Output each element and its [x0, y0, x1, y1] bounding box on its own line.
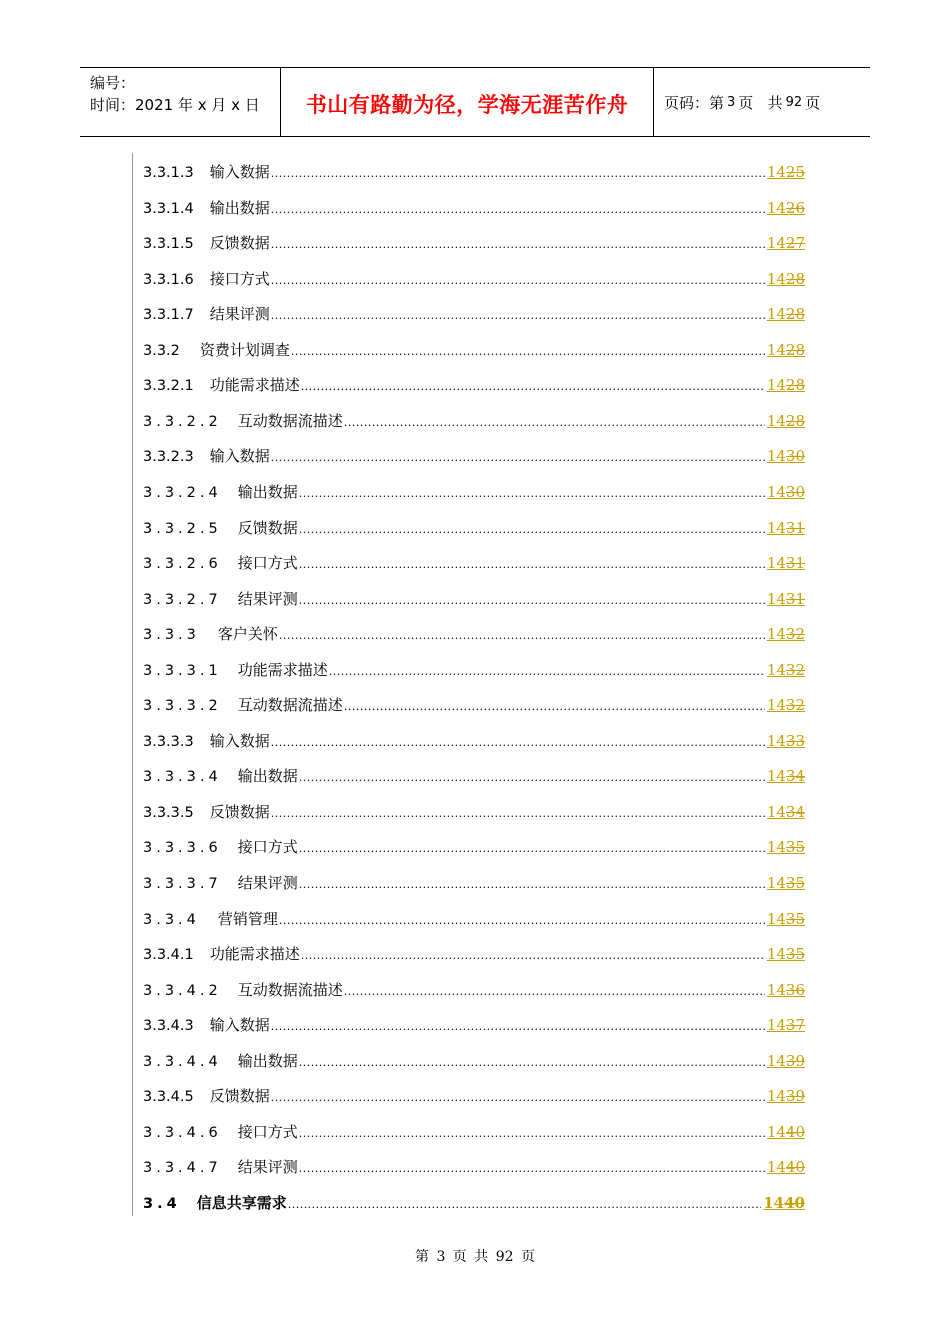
toc-page-old: 28 — [785, 411, 805, 430]
toc-entry-title: 营销管理 — [217, 909, 278, 928]
toc-page-old: 28 — [785, 305, 805, 324]
toc-entry-title: 反馈数据 — [209, 234, 270, 253]
toc-page-new: 14 — [766, 980, 786, 999]
toc-page-old: 33 — [785, 731, 805, 750]
toc-entry-title: 输出数据 — [237, 767, 298, 786]
toc-entry-page-link[interactable] — [767, 234, 805, 252]
doc-date: 时间：2021 年 x 月 x 日 — [90, 96, 260, 114]
toc-page-new: 14 — [766, 376, 786, 395]
toc-entry[interactable] — [143, 197, 805, 221]
toc-entry-page-link[interactable] — [767, 163, 805, 181]
toc-entry-number: 3.3.4 — [143, 911, 200, 928]
toc-entry-title: 客户关怀 — [217, 625, 278, 644]
toc-page-old: 40 — [785, 1122, 805, 1141]
toc-page-old: 32 — [785, 660, 805, 679]
toc-entry-page-link[interactable] — [767, 910, 805, 928]
toc-left-rule — [132, 153, 133, 1216]
page-prefix: 页码：第 — [664, 93, 725, 112]
toc-entry-number: 3.3.2.1 — [143, 378, 194, 395]
toc-page-new: 14 — [766, 1122, 786, 1141]
toc-dot-leader — [279, 914, 765, 927]
toc-page-old: 32 — [785, 625, 805, 644]
toc-entry-number: 3.3.4.4 — [143, 1053, 222, 1070]
toc-entry-page-link[interactable] — [763, 1194, 805, 1212]
toc-entry-number: 3.3.3.4 — [143, 769, 222, 786]
header-motto: 书山有路勤为径，学海无涯苦作舟 — [305, 92, 629, 117]
doc-number-label: 编号： — [90, 74, 136, 92]
toc-page-old: 34 — [785, 802, 805, 821]
toc-entry-title: 信息共享需求 — [196, 1193, 287, 1212]
toc-entry-number: 3.3.2.3 — [143, 449, 194, 466]
toc-entry[interactable] — [143, 161, 805, 185]
toc-entry[interactable] — [143, 1156, 805, 1180]
toc-entry[interactable] — [143, 552, 805, 576]
toc-entry[interactable] — [143, 979, 805, 1003]
toc-page-new: 14 — [766, 696, 786, 715]
toc-page-old: 39 — [785, 1087, 805, 1106]
toc-dot-leader — [299, 594, 765, 607]
toc-entry-number: 3.3.3.5 — [143, 804, 194, 821]
toc-page-new: 14 — [766, 269, 786, 288]
toc-entry-number: 3.3.1.3 — [143, 165, 194, 181]
toc-entry-page-link[interactable] — [767, 1158, 805, 1176]
toc-entry-page-link[interactable] — [767, 199, 805, 217]
toc-dot-leader — [271, 807, 765, 820]
page-footer: 第 3 页 共 92 页 — [415, 1249, 535, 1265]
toc-entry-number: 3.3.3 — [143, 627, 200, 644]
toc-entry-title: 结果评测 — [237, 589, 298, 608]
toc-dot-leader — [271, 274, 765, 287]
toc-dot-leader — [299, 878, 765, 891]
toc-entry-number: 3.3.4.1 — [143, 947, 194, 964]
toc-entry-number: 3.3.3.1 — [143, 662, 222, 679]
toc-entry-page-link[interactable] — [767, 767, 805, 785]
toc-dot-leader — [271, 1020, 765, 1033]
toc-page-old: 25 — [785, 163, 805, 181]
toc-dot-leader — [271, 309, 765, 322]
toc-entry-number: 3.3.1.7 — [143, 307, 194, 324]
toc-entry-number: 3.3.4.5 — [143, 1089, 194, 1106]
toc-entry-title: 结果评测 — [209, 305, 270, 324]
toc-page-old: 37 — [785, 1016, 805, 1035]
toc-page-new: 14 — [766, 767, 786, 786]
toc-dot-leader — [344, 985, 765, 998]
toc-page-new: 14 — [766, 305, 786, 324]
toc-entry-page-link[interactable] — [767, 945, 805, 963]
toc-entry-title: 结果评测 — [237, 1158, 298, 1177]
toc-entry-title: 输入数据 — [209, 731, 270, 750]
toc-entry-number: 3.3.4.3 — [143, 1018, 194, 1035]
toc-entry-title: 功能需求描述 — [209, 376, 300, 395]
toc-entry-title: 输入数据 — [209, 447, 270, 466]
toc-entry-page-link[interactable] — [767, 447, 805, 465]
toc-page-old: 28 — [785, 269, 805, 288]
toc-entry-number: 3.3.4.7 — [143, 1160, 222, 1177]
toc-dot-leader — [271, 203, 765, 216]
toc-dot-leader — [344, 700, 765, 713]
toc-entry-number: 3.3.4.6 — [143, 1124, 222, 1141]
toc-dot-leader — [299, 771, 765, 784]
toc-entry-page-link[interactable] — [767, 483, 805, 501]
toc-entry[interactable] — [143, 943, 805, 967]
toc-entry-number: 3.3.2 — [143, 342, 180, 359]
toc-page-new: 14 — [766, 482, 786, 501]
toc-entry[interactable] — [143, 232, 805, 256]
toc-entry-number: 3.3.3.6 — [143, 840, 222, 857]
toc-dot-leader — [271, 736, 765, 749]
toc-entry-number: 3.3.3.2 — [143, 698, 222, 715]
toc-entry[interactable] — [143, 374, 805, 398]
toc-page-old: 31 — [785, 554, 805, 573]
toc-entry-page-link[interactable] — [767, 874, 805, 892]
toc-entry-title: 反馈数据 — [237, 518, 298, 537]
toc-entry[interactable] — [143, 445, 805, 469]
toc-page-new: 14 — [766, 589, 786, 608]
toc-dot-leader — [299, 1162, 765, 1175]
toc-page-old: 28 — [785, 376, 805, 395]
toc-page-new: 14 — [766, 802, 786, 821]
toc-dot-leader — [271, 1091, 765, 1104]
header-meta — [80, 68, 281, 136]
toc-entry-page-link[interactable] — [767, 270, 805, 288]
toc-dot-leader — [301, 380, 765, 393]
toc-page-old: 30 — [785, 482, 805, 501]
toc-entry-page-link[interactable] — [767, 981, 805, 999]
toc-entry-number: 3.3.2.6 — [143, 556, 222, 573]
toc-page-old: 35 — [785, 874, 805, 892]
toc-dot-leader — [271, 238, 765, 251]
toc-page-new: 14 — [766, 1087, 786, 1106]
toc-dot-leader — [271, 167, 765, 180]
toc-entry-page-link[interactable] — [767, 803, 805, 821]
toc-entry-number: 3.3.3.3 — [143, 733, 194, 750]
toc-entry[interactable] — [143, 730, 805, 754]
page-suffix: 页 — [805, 93, 821, 112]
toc-dot-leader — [299, 842, 765, 855]
toc-entry-page-link[interactable] — [767, 1016, 805, 1034]
toc-entry[interactable] — [143, 303, 805, 327]
toc-page-new: 14 — [766, 731, 786, 750]
toc-entry-title: 结果评测 — [237, 874, 298, 892]
toc-entry[interactable] — [143, 1085, 805, 1109]
toc-page-old: 32 — [785, 696, 805, 715]
toc-page-old: 35 — [785, 838, 805, 857]
toc-entry-title: 输入数据 — [209, 1016, 270, 1035]
toc-entry-title: 输出数据 — [237, 482, 298, 501]
toc-entry[interactable] — [143, 517, 805, 541]
toc-entry-number: 3.3.4.2 — [143, 982, 222, 999]
toc-dot-leader — [301, 949, 765, 962]
toc-entry-page-link[interactable] — [767, 341, 805, 359]
toc-page-old: 40 — [785, 1158, 805, 1177]
toc-entry[interactable] — [143, 623, 805, 647]
toc-entry-page-link[interactable] — [767, 661, 805, 679]
toc-page-new: 14 — [766, 518, 786, 537]
toc-dot-leader — [299, 1056, 765, 1069]
toc-page-new: 14 — [766, 447, 786, 466]
toc-entry-page-link[interactable] — [767, 838, 805, 856]
toc-page-new: 14 — [766, 625, 786, 644]
toc-entry-number: 3.3.2.7 — [143, 591, 222, 608]
toc-entry[interactable] — [143, 801, 805, 825]
toc-entry-title: 接口方式 — [237, 1122, 298, 1141]
toc-entry-title: 接口方式 — [237, 554, 298, 573]
toc-page-old: 35 — [785, 945, 805, 964]
toc-entry-number: 3.3.1.4 — [143, 200, 194, 217]
toc-page-new: 14 — [766, 234, 786, 253]
toc-entry-page-link[interactable] — [767, 554, 805, 572]
toc-page-old: 30 — [785, 447, 805, 466]
toc-page-new: 14 — [766, 1051, 786, 1070]
toc-entry-page-link[interactable] — [767, 590, 805, 608]
toc-entry[interactable] — [143, 1014, 805, 1038]
toc-page-old: 40 — [784, 1193, 805, 1212]
toc-entry[interactable] — [143, 410, 805, 434]
toc-entry[interactable] — [143, 481, 805, 505]
toc-page-new: 14 — [766, 198, 786, 217]
toc-entry[interactable] — [143, 588, 805, 612]
toc-entry[interactable] — [143, 872, 805, 896]
toc-page-new: 14 — [766, 163, 786, 181]
toc-entry-title: 反馈数据 — [209, 802, 270, 821]
toc-page-old: 39 — [785, 1051, 805, 1070]
toc-entry[interactable] — [143, 659, 805, 683]
toc-page-new: 14 — [766, 1158, 786, 1177]
toc-dot-leader — [291, 345, 765, 358]
toc-entry-title: 输入数据 — [209, 163, 270, 181]
toc-entry[interactable] — [143, 339, 805, 363]
toc-entry-number: 3.3.1.6 — [143, 271, 194, 288]
toc-entry[interactable] — [143, 836, 805, 860]
toc-dot-leader — [299, 523, 765, 536]
toc-page-new: 14 — [766, 660, 786, 679]
toc-dot-leader — [344, 416, 765, 429]
toc-entry-title: 输出数据 — [237, 1051, 298, 1070]
toc-entry-number: 3.3.2.5 — [143, 520, 222, 537]
toc-entry[interactable] — [143, 765, 805, 789]
toc-entry[interactable] — [143, 1192, 805, 1216]
toc-dot-leader — [279, 629, 765, 642]
toc-entry-number: 3.3.3.7 — [143, 876, 222, 892]
toc-entry-title: 资费计划调查 — [199, 340, 290, 359]
header-motto-cell — [281, 68, 654, 136]
toc-entry-title: 反馈数据 — [209, 1087, 270, 1106]
toc-page-old: 31 — [785, 589, 805, 608]
toc-entry-title: 功能需求描述 — [237, 660, 328, 679]
toc-page-old: 35 — [785, 909, 805, 928]
toc-entry-number: 3.3.2.4 — [143, 484, 222, 501]
toc-entry-title: 互动数据流描述 — [237, 411, 343, 430]
toc-entry-title: 输出数据 — [209, 198, 270, 217]
toc-entry-number: 3.4 — [143, 1195, 181, 1212]
toc-page-new: 14 — [766, 874, 786, 892]
toc-page-new: 14 — [766, 838, 786, 857]
toc-entry[interactable] — [143, 694, 805, 718]
toc-dot-leader — [299, 558, 765, 571]
toc-entry-page-link[interactable] — [767, 519, 805, 537]
toc-page-old: 27 — [785, 234, 805, 253]
page-mid: 页 共 — [738, 93, 783, 112]
page-header — [80, 67, 870, 137]
toc-entry-title: 接口方式 — [237, 838, 298, 857]
toc-entry-title: 接口方式 — [209, 269, 270, 288]
toc-dot-leader — [299, 1127, 765, 1140]
toc-page-old: 31 — [785, 518, 805, 537]
toc-page-old: 36 — [785, 980, 805, 999]
page-number: 3 — [727, 94, 736, 110]
toc-entry-number: 3.3.1.5 — [143, 236, 194, 253]
toc-entry-page-link[interactable] — [767, 376, 805, 394]
toc-page-new: 14 — [766, 554, 786, 573]
page-total: 92 — [785, 94, 803, 110]
toc-entry[interactable] — [143, 1050, 805, 1074]
toc-page-old: 28 — [785, 340, 805, 359]
header-page-info — [654, 68, 870, 136]
toc-dot-leader — [271, 451, 765, 464]
toc-entry-page-link[interactable] — [767, 696, 805, 714]
toc-dot-leader — [299, 487, 765, 500]
toc-entry-page-link[interactable] — [767, 625, 805, 643]
toc-page-new: 14 — [766, 1016, 786, 1035]
toc-entry-page-link[interactable] — [767, 1052, 805, 1070]
toc-entry-title: 互动数据流描述 — [237, 696, 343, 715]
toc-entry[interactable] — [143, 908, 805, 932]
toc-entry-number: 3.3.2.2 — [143, 413, 222, 430]
toc-entry-page-link[interactable] — [767, 305, 805, 323]
toc-entry[interactable] — [143, 1121, 805, 1145]
toc-page-new: 14 — [766, 945, 786, 964]
toc-page-old: 26 — [785, 198, 805, 217]
toc-entry-page-link[interactable] — [767, 1123, 805, 1141]
toc-entry-title: 互动数据流描述 — [237, 980, 343, 999]
toc-page-new: 14 — [766, 411, 786, 430]
toc-dot-leader — [329, 665, 765, 678]
toc-entry-title: 功能需求描述 — [209, 945, 300, 964]
toc-page-new: 14 — [763, 1193, 785, 1212]
toc-entry-page-link[interactable] — [767, 1087, 805, 1105]
toc-dot-leader — [288, 1198, 762, 1211]
toc-entry-page-link[interactable] — [767, 412, 805, 430]
toc-page-old: 34 — [785, 767, 805, 786]
toc-page-new: 14 — [766, 340, 786, 359]
toc-entry-page-link[interactable] — [767, 732, 805, 750]
toc-page-new: 14 — [766, 909, 786, 928]
toc-entry[interactable] — [143, 268, 805, 292]
